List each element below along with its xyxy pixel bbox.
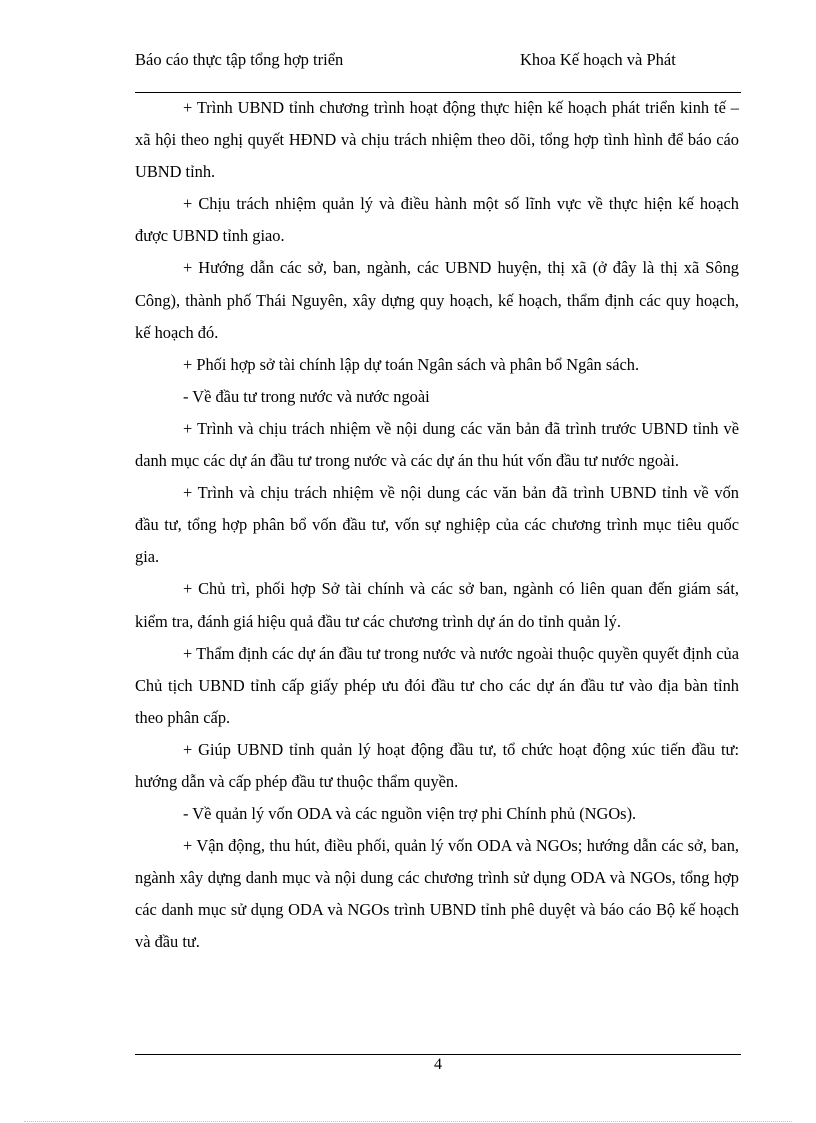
page-number: 4 [434, 1056, 442, 1073]
paragraph-9: + Thẩm định các dự án đầu tư trong nước và nước ngoài thuộc quyền quyết định của Chủ tịch UBND tỉnh cấp giấy phép ưu đói đầu tư cho các dự án đầu tư vào địa bàn tỉnh theo phân cấp. [135, 643, 739, 727]
paragraph-6: + Trình và chịu trách nhiệm về nội dung các văn bản đã trình trước UBND tỉnh về danh mục các dự án đầu tư trong nước và các dự án thu hút vốn đầu tư nước ngoài. [135, 418, 739, 471]
page-edge-divider [24, 1121, 792, 1122]
section-heading-oda-ngos: - Về quản lý vốn ODA và các nguồn viện trợ phi Chính phủ (NGOs). [183, 804, 637, 824]
paragraph-12: + Vận động, thu hút, điều phối, quản lý vốn ODA và NGOs; hướng dẫn các sở, ban, ngành xây dựng danh mục và nội dung các chương trình sử dụng ODA và NGOs, tổng hợp các danh mục sử dụng ODA và NGOs trình UBND tỉnh phê duyệt và báo cáo Bộ kế hoạch và đầu tư. [135, 836, 739, 952]
paragraph-4: + Phối hợp sở tài chính lập dự toán Ngân sách và phân bổ Ngân sách. [183, 354, 640, 374]
paragraph-3: + Hướng dẫn các sở, ban, ngành, các UBND huyện, thị xã (ở đây là thị xã Sông Công), thành phố Thái Nguyên, xây dựng quy hoạch, kế hoạch, thẩm định các quy hoạch, kế hoạch đó. [135, 258, 739, 342]
paragraph-2: + Chịu trách nhiệm quản lý và điều hành một số lĩnh vực về thực hiện kế hoạch được UBND tỉnh giao. [135, 194, 739, 246]
paragraph-7: + Trình và chịu trách nhiệm về nội dung các văn bản đã trình UBND tỉnh về vốn đầu tư, tổng hợp phân bổ vốn đầu tư, vốn sự nghiệp của các chương trình mục tiêu quốc gia. [135, 483, 739, 567]
header-report-title: Báo cáo thực tập tổng hợp triển [135, 50, 344, 69]
paragraph-1: + Trình UBND tỉnh chương trình hoạt động thực hiện kế hoạch phát triển kinh tế – xã hội theo nghị quyết HĐND và chịu trách nhiệm theo dõi, tổng hợp tình hình để báo cáo UBND tỉnh. [135, 98, 739, 182]
document-body [135, 92, 739, 959]
paragraph-10: + Giúp UBND tỉnh quản lý hoạt động đầu tư, tổ chức hoạt động xúc tiến đầu tư: hướng dẫn và cấp phép đầu tư thuộc thẩm quyền. [135, 739, 739, 791]
header-faculty-name: Khoa Kế hoạch và Phát [520, 50, 676, 69]
paragraph-8: + Chủ trì, phối hợp Sở tài chính và các sở ban, ngành có liên quan đến giám sát, kiểm tra, đánh giá hiệu quả đầu tư các chương trình dự án do tỉnh quản lý. [135, 579, 739, 631]
section-heading-domestic-foreign-investment: - Về đầu tư trong nước và nước ngoài [183, 386, 430, 406]
